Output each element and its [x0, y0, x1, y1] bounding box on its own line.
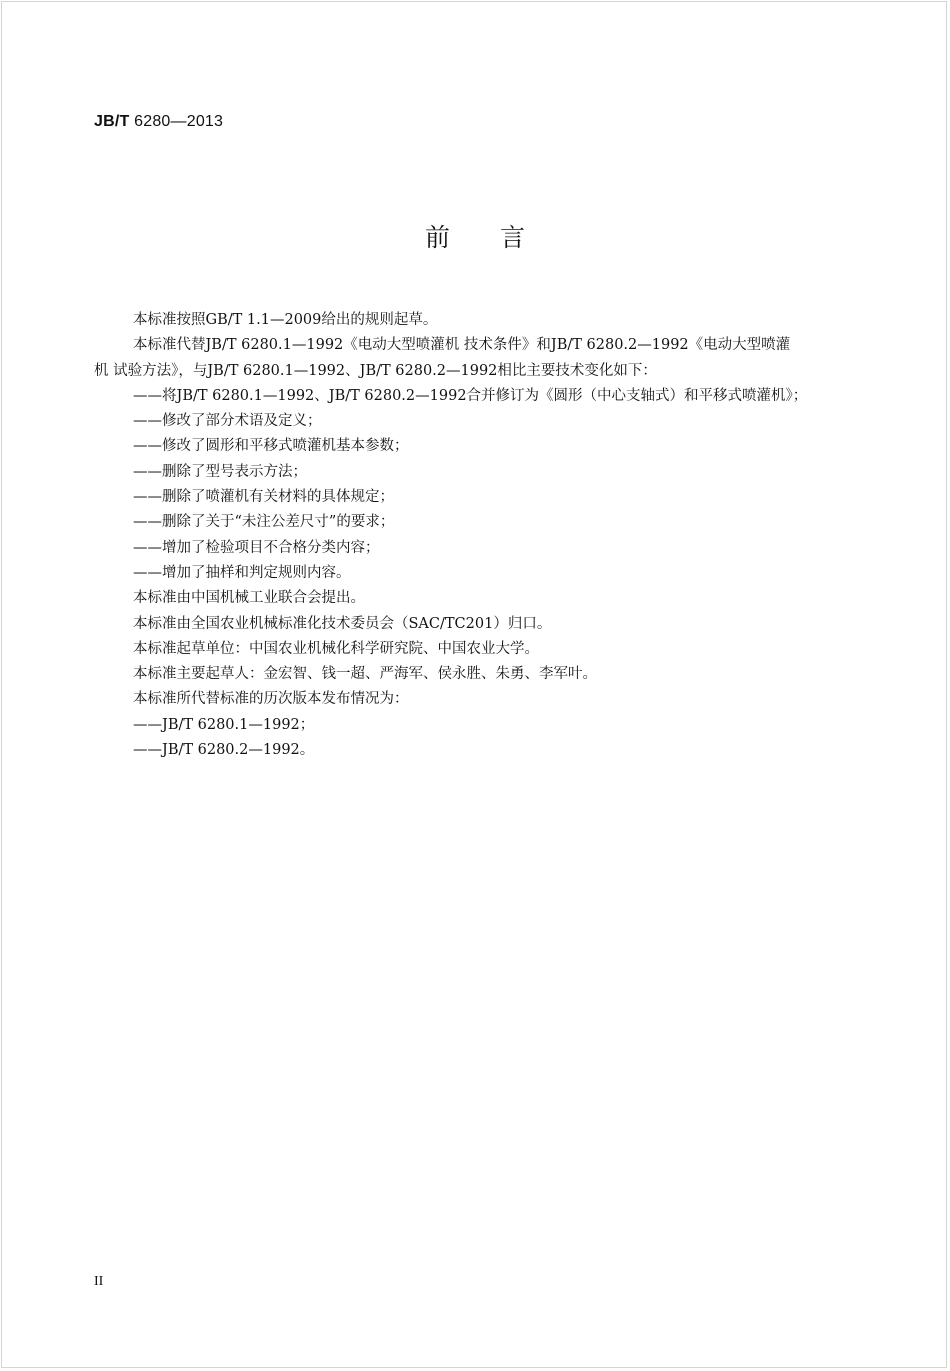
- list-item: ——增加了检验项目不合格分类内容；: [133, 539, 380, 556]
- page-title: 前言: [424, 223, 575, 252]
- standard-prefix: JB/T: [94, 113, 130, 130]
- standard-code: 6280—2013: [129, 113, 224, 130]
- standard-number: [94, 113, 223, 131]
- paragraph-drafters: 本标准主要起草人：金宏智、钱一超、严海军、侯永胜、朱勇、李军叶。: [133, 666, 597, 683]
- paragraph-drafting-units: 本标准起草单位：中国农业机械化科学研究院、中国农业大学。: [133, 640, 539, 657]
- list-item: ——删除了关于“未注公差尺寸”的要求；: [133, 514, 395, 531]
- foreword-body: [94, 308, 864, 763]
- list-item: ——修改了部分术语及定义；: [133, 413, 322, 430]
- list-item: ——修改了圆形和平移式喷灌机基本参数；: [133, 438, 409, 455]
- paragraph-proposer: 本标准由中国机械工业联合会提出。: [133, 590, 365, 607]
- list-item: ——增加了抽样和判定规则内容。: [133, 564, 351, 581]
- list-item: ——JB/T 6280.1—1992；: [133, 716, 315, 733]
- paragraph-replaces: 本标准代替JB/T 6280.1—1992《电动大型喷灌机 技术条件》和JB/T 6280.2—1992《电动大型喷灌: [133, 337, 791, 354]
- page-number: II: [94, 1274, 104, 1289]
- paragraph-committee: 本标准由全国农业机械标准化技术委员会（SAC/TC201）归口。: [133, 615, 552, 632]
- list-item: ——将JB/T 6280.1—1992、JB/T 6280.2—1992合并修订为《圆形（中心支轴式）和平移式喷灌机》；: [133, 387, 808, 404]
- paragraph-replaces-continued: 机 试验方法》，与JB/T 6280.1—1992、JB/T 6280.2—1992相比主要技术变化如下：: [94, 362, 657, 379]
- list-item: ——删除了喷灌机有关材料的具体规定；: [133, 489, 394, 506]
- paragraph-previous-editions: 本标准所代替标准的历次版本发布情况为：: [133, 691, 409, 708]
- list-item: ——删除了型号表示方法；: [133, 463, 307, 480]
- paragraph-drafting-rules: 本标准按照GB/T 1.1—2009给出的规则起草。: [133, 312, 438, 328]
- list-item: ——JB/T 6280.2—1992。: [133, 742, 315, 759]
